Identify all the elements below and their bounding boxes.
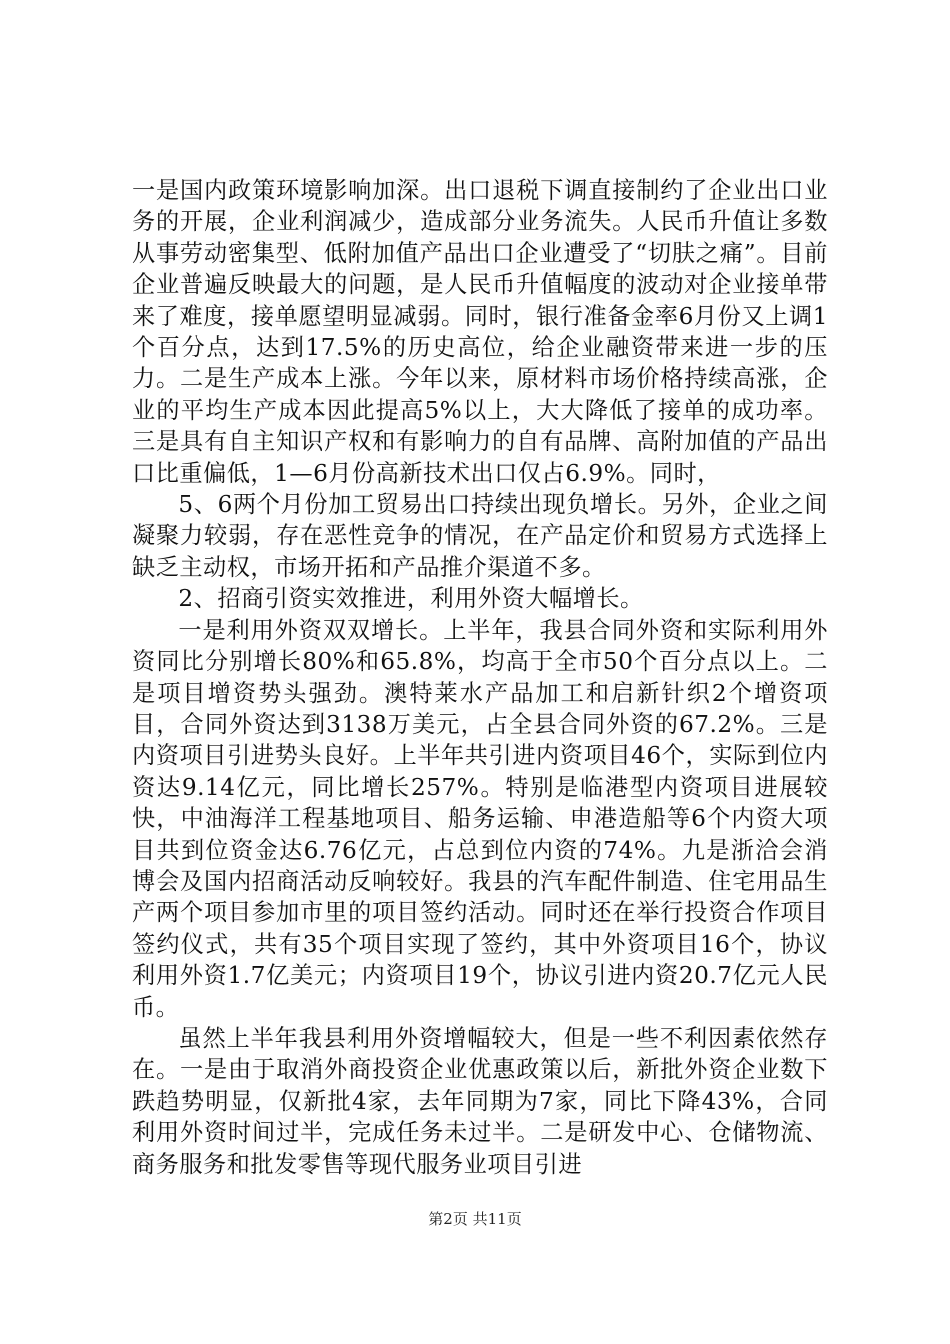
- document-body: [132, 175, 828, 1180]
- section-heading-investment: 2、招商引资实效推进，利用外资大幅增长。: [178, 585, 644, 613]
- page-number-footer: 第2页 共11页: [428, 1210, 522, 1228]
- paragraph-processing-trade: 5、6两个月份加工贸易出口持续出现负增长。另外，企业之间凝聚力较弱，存在恶性竞争的情况，在产品定价和贸易方式选择上缺乏主动权，市场开拓和产品推介渠道不多。: [132, 491, 828, 581]
- paragraph-export-issues: 一是国内政策环境影响加深。出口退税下调直接制约了企业出口业务的开展，企业利润减少，造成部分业务流失。人民币升值让多数从事劳动密集型、低附加值产品出口企业遭受了“切肤之痛”。目前企业普遍反映最大的问题，是人民币升值幅度的波动对企业接单带来了难度，接单愿望明显减弱。同时，银行准备金率6月份又上调1个百分点，达到17.5%的历史高位，给企业融资带来进一步的压力。二是生产成本上涨。今年以来，原材料市场价格持续高涨，企业的平均生产成本因此提高5%以上，大大降低了接单的成功率。三是具有自主知识产权和有影响力的自有品牌、高附加值的产品出口比重偏低，1—6月份高新技术出口仅占6.9%。同时，: [132, 177, 828, 487]
- paragraph-unfavorable-factors: 虽然上半年我县利用外资增幅较大，但是一些不利因素依然存在。一是由于取消外商投资企业优惠政策以后，新批外资企业数下跌趋势明显，仅新批4家，去年同期为7家，同比下降43%，合同利用外资时间过半，完成任务未过半。二是研发中心、仓储物流、商务服务和批发零售等现代服务业项目引进: [132, 1024, 828, 1178]
- paragraph-investment-growth: 一是利用外资双双增长。上半年，我县合同外资和实际利用外资同比分别增长80%和65.8%，均高于全市50个百分点以上。二是项目增资势头强劲。澳特莱水产品加工和启新针织2个增资项目，合同外资达到3138万美元，占全县合同外资的67.2%。三是内资项目引进势头良好。上半年共引进内资项目46个，实际到位内资达9.14亿元，同比增长257%。特别是临港型内资项目进展较快，中油海洋工程基地项目、船务运输、申港造船等6个内资大项目共到位资金达6.76亿元，占总到位内资的74%。九是浙洽会消博会及国内招商活动反响较好。我县的汽车配件制造、住宅用品生产两个项目参加市里的项目签约活动。同时还在举行投资合作项目签约仪式，共有35个项目实现了签约，其中外资项目16个，协议利用外资1.7亿美元；内资项目19个，协议引进内资20.7亿元人民币。: [132, 616, 828, 1021]
